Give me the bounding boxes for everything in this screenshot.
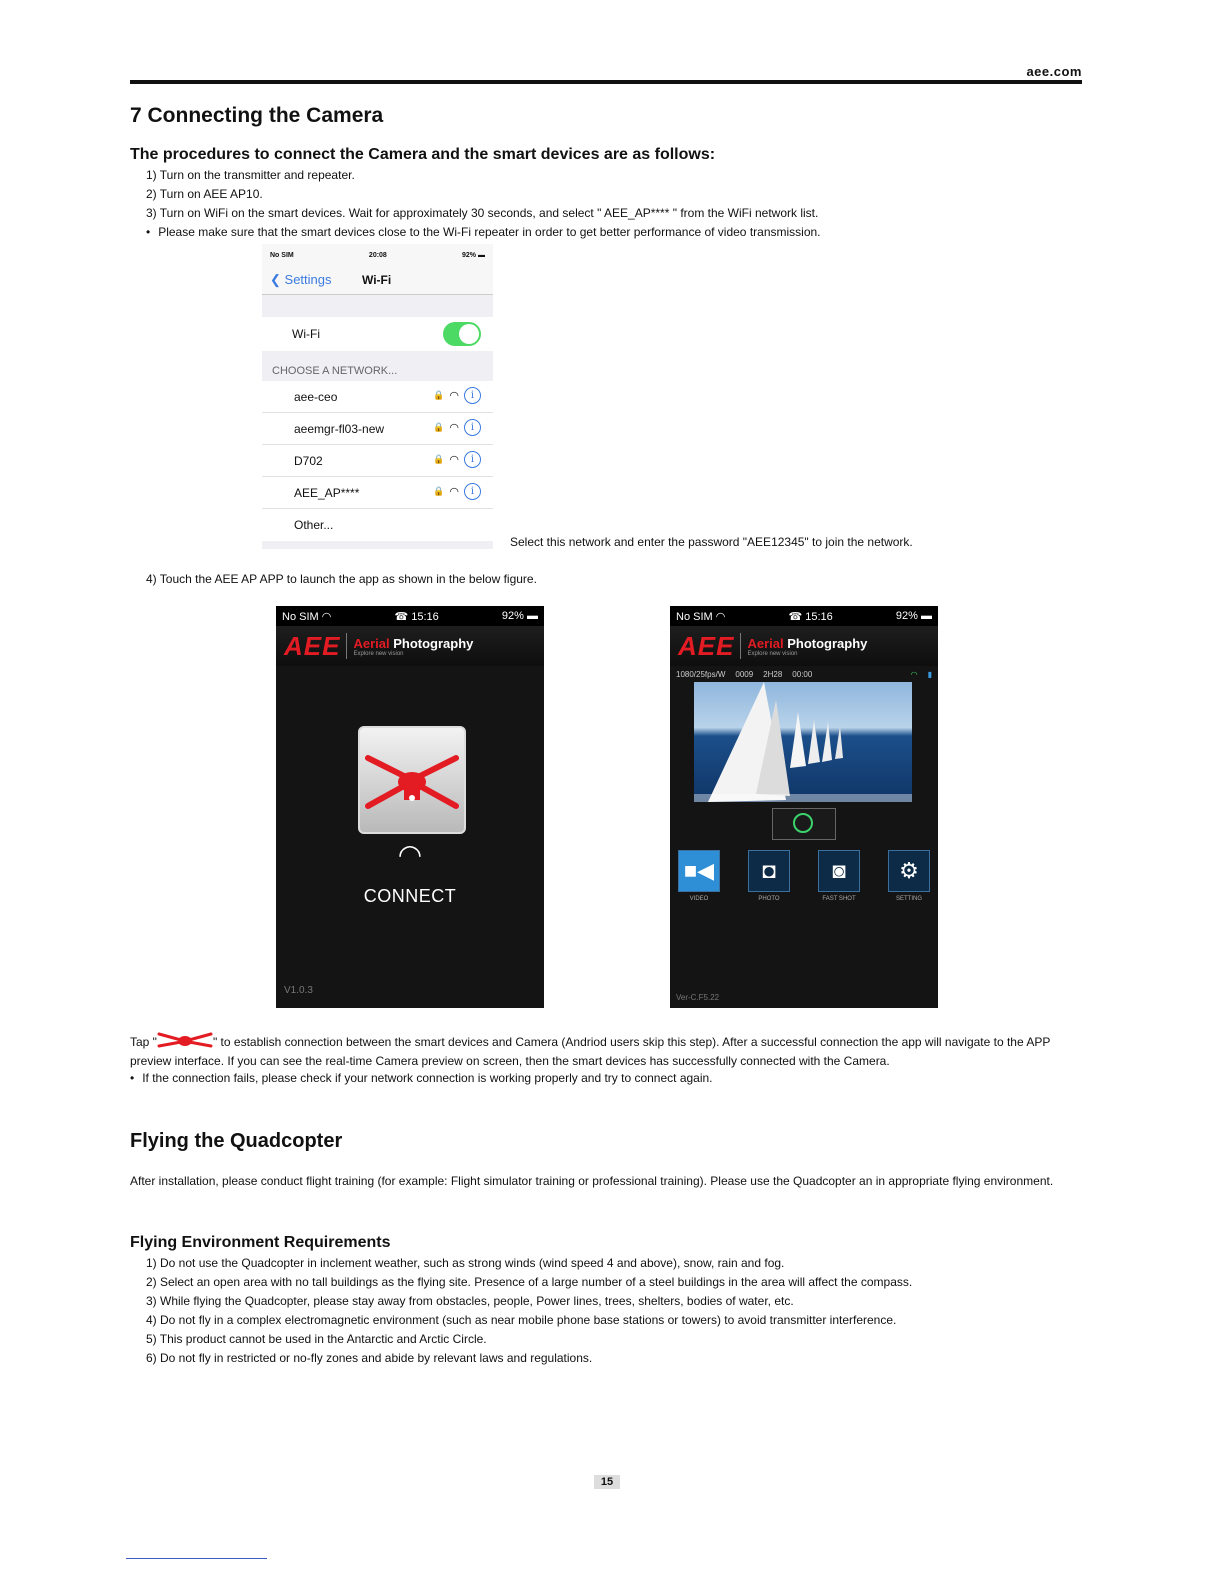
- network-name: aee-ceo: [294, 390, 338, 404]
- environment-item: 2) Select an open area with no tall buildings as the flying site. Presence of a large number of a steel buildings in the area will affect the compass.: [146, 1275, 913, 1289]
- gear-icon: ⚙: [888, 850, 930, 892]
- environment-list: [146, 1254, 912, 1368]
- lock-icon: 🔒: [433, 486, 445, 496]
- wifi-signal-icon: ◠: [449, 486, 459, 498]
- free-time-readout: 2H28: [763, 669, 783, 679]
- procedure-steps: [146, 166, 821, 242]
- battery-icon: ▬: [477, 251, 485, 259]
- environment-item: 5) This product cannot be used in the Antarctic and Arctic Circle.: [146, 1332, 487, 1346]
- wifi-label: Wi-Fi: [292, 327, 320, 341]
- info-icon[interactable]: i: [464, 387, 481, 404]
- step-4: 4) Touch the AEE AP APP to launch the app as shown in the below figure.: [146, 572, 537, 586]
- connect-label[interactable]: CONNECT: [363, 886, 457, 906]
- settings-button[interactable]: ⚙ SETTING: [886, 850, 932, 902]
- network-name: AEE_AP****: [294, 486, 360, 500]
- step-2: 2) Turn on AEE AP10.: [146, 187, 263, 201]
- other-label: Other...: [294, 518, 334, 532]
- aee-logo: AEE: [284, 630, 341, 661]
- ios-time: 20:08: [368, 251, 387, 259]
- ios-carrier: No SIM: [270, 251, 294, 259]
- video-mode-button[interactable]: ■◀ VIDEO: [676, 850, 722, 902]
- ios-nav-title: Wi-Fi: [362, 273, 392, 287]
- environment-item: 3) While flying the Quadcopter, please stay away from obstacles, people, Power lines, trees, shelters, bodies of water, etc.: [146, 1294, 794, 1308]
- environment-title: Flying Environment Requirements: [130, 1234, 391, 1251]
- section-title: 7 Connecting the Camera: [130, 104, 384, 127]
- choose-network-header: CHOOSE A NETWORK...: [272, 365, 398, 377]
- tap-instruction: Tap " " to establish connection between the smart devices and Camera (Andriod users skip this step). After a successful connection the app will navigate to the APP preview interface. If you can see the real-time Camera preview on screen, then the smart devices has successfully connected with the Camera.: [130, 1030, 1086, 1071]
- app-connect-screenshot: [276, 606, 544, 1008]
- procedure-subtitle: The procedures to connect the Camera and the smart devices are as follows:: [130, 146, 716, 163]
- camera-info-bar: [670, 666, 938, 682]
- step-3: 3) Turn on WiFi on the smart devices. Wait for approximately 30 seconds, and select " AEE_AP**** " from the WiFi network list.: [146, 206, 819, 220]
- wifi-toggle[interactable]: [443, 322, 481, 346]
- mode-selector: [676, 850, 932, 902]
- sailboat-image: [694, 682, 912, 802]
- record-time-readout: 00:00: [792, 669, 813, 679]
- connection-failure-note: • If the connection fails, please check if your network connection is working properly and try to connect again.: [130, 1069, 1086, 1088]
- quadcopter-icon: [157, 1030, 213, 1050]
- header-rule: [130, 80, 1082, 84]
- info-icon[interactable]: i: [464, 419, 481, 436]
- battery-icon: ▮: [927, 669, 932, 679]
- flying-title: Flying the Quadcopter: [130, 1130, 343, 1152]
- environment-item: 1) Do not use the Quadcopter in inclement weather, such as strong winds (wind speed 4 and above), snow, rain and fog.: [146, 1256, 785, 1270]
- wifi-toggle-row: [262, 317, 493, 351]
- app-version: V1.0.3: [284, 985, 313, 996]
- environment-item: 6) Do not fly in restricted or no-fly zones and abide by relevant laws and regulations.: [146, 1351, 593, 1365]
- app-title: Aerial Photography Explore new vision: [747, 635, 868, 657]
- network-name: D702: [294, 454, 323, 468]
- lock-icon: 🔒: [433, 390, 445, 400]
- app-version: Ver-C.F5.22: [676, 993, 720, 1002]
- photo-count-readout: 0009: [735, 669, 754, 679]
- network-row[interactable]: [262, 381, 493, 413]
- phone-carrier: No SIM ◠: [676, 610, 726, 623]
- battery-icon: ▬: [527, 610, 538, 622]
- other-network-row[interactable]: [262, 509, 493, 541]
- environment-item: 4) Do not fly in a complex electromagnetic environment (such as near mobile phone base stations or towers) to avoid transmitter interference.: [146, 1313, 897, 1327]
- phone-status-bar: [276, 606, 544, 626]
- battery-icon: ▬: [921, 610, 932, 622]
- phone-handset-icon: ☎: [394, 610, 409, 623]
- page-number: 15: [594, 1475, 620, 1489]
- phone-status-bar: [670, 606, 938, 626]
- camera-icon: ◘: [748, 850, 790, 892]
- settings-back-button[interactable]: ❮ Settings: [270, 272, 332, 287]
- signal-icon: ◠: [910, 669, 918, 679]
- aee-logo: AEE: [678, 630, 735, 661]
- step-1: 1) Turn on the transmitter and repeater.: [146, 168, 355, 182]
- fast-shot-mode-button[interactable]: ◙ FAST SHOT: [816, 850, 862, 902]
- wifi-signal-icon: ◠: [449, 454, 459, 466]
- burst-camera-icon: ◙: [818, 850, 860, 892]
- network-caption: Select this network and enter the password "AEE12345" to join the network.: [510, 535, 913, 549]
- ios-wifi-screenshot: [262, 244, 493, 549]
- record-icon: [793, 813, 813, 833]
- footer-rule: [126, 1558, 267, 1559]
- ios-nav-bar: [262, 266, 493, 295]
- shutter-button[interactable]: [772, 808, 836, 840]
- wifi-icon: ◠: [321, 610, 332, 623]
- network-name: aeemgr-fl03-new: [294, 422, 385, 436]
- lock-icon: 🔒: [433, 422, 445, 432]
- app-title: Aerial Photography Explore new vision: [353, 635, 474, 657]
- quadcopter-icon: [360, 728, 464, 832]
- phone-battery: 92% ▬: [501, 610, 538, 622]
- proximity-note: • Please make sure that the smart devices close to the Wi-Fi repeater in order to get better performance of video transmission.: [146, 223, 821, 242]
- app-header: [276, 626, 544, 666]
- app-header: [670, 626, 938, 666]
- network-row[interactable]: [262, 445, 493, 477]
- info-icon[interactable]: i: [464, 483, 481, 500]
- phone-handset-icon: ☎: [788, 610, 803, 623]
- phone-time: ☎ 15:16: [788, 610, 833, 623]
- app-preview-screenshot: [670, 606, 938, 1008]
- phone-time: ☎ 15:16: [394, 610, 439, 623]
- network-row[interactable]: [262, 477, 493, 509]
- ios-battery: 92% ▬: [462, 251, 485, 259]
- live-preview: [694, 682, 912, 802]
- info-icon[interactable]: i: [464, 451, 481, 468]
- wifi-signal-icon: ◠: [449, 422, 459, 434]
- resolution-readout: 1080/25fps/W: [676, 669, 726, 679]
- chevron-left-icon: ❮: [270, 272, 281, 287]
- wifi-signal-icon: ◠: [449, 390, 459, 402]
- lock-icon: 🔒: [433, 454, 445, 464]
- wifi-icon: ◠: [397, 839, 423, 870]
- wifi-icon: ◠: [715, 610, 726, 623]
- photo-mode-button[interactable]: ◘ PHOTO: [746, 850, 792, 902]
- flying-body: After installation, please conduct flight training (for example: Flight simulator training or professional training). Please use the Quadcopter an in appropriate flying environment.: [130, 1174, 1054, 1188]
- brand-header: aee.com: [1026, 64, 1082, 79]
- phone-carrier: No SIM ◠: [282, 610, 332, 623]
- network-row[interactable]: [262, 413, 493, 445]
- quadcopter-connect-button[interactable]: [358, 726, 466, 834]
- phone-battery: 92% ▬: [895, 610, 932, 622]
- ios-status-bar: [262, 244, 493, 266]
- video-camera-icon: ■◀: [678, 850, 720, 892]
